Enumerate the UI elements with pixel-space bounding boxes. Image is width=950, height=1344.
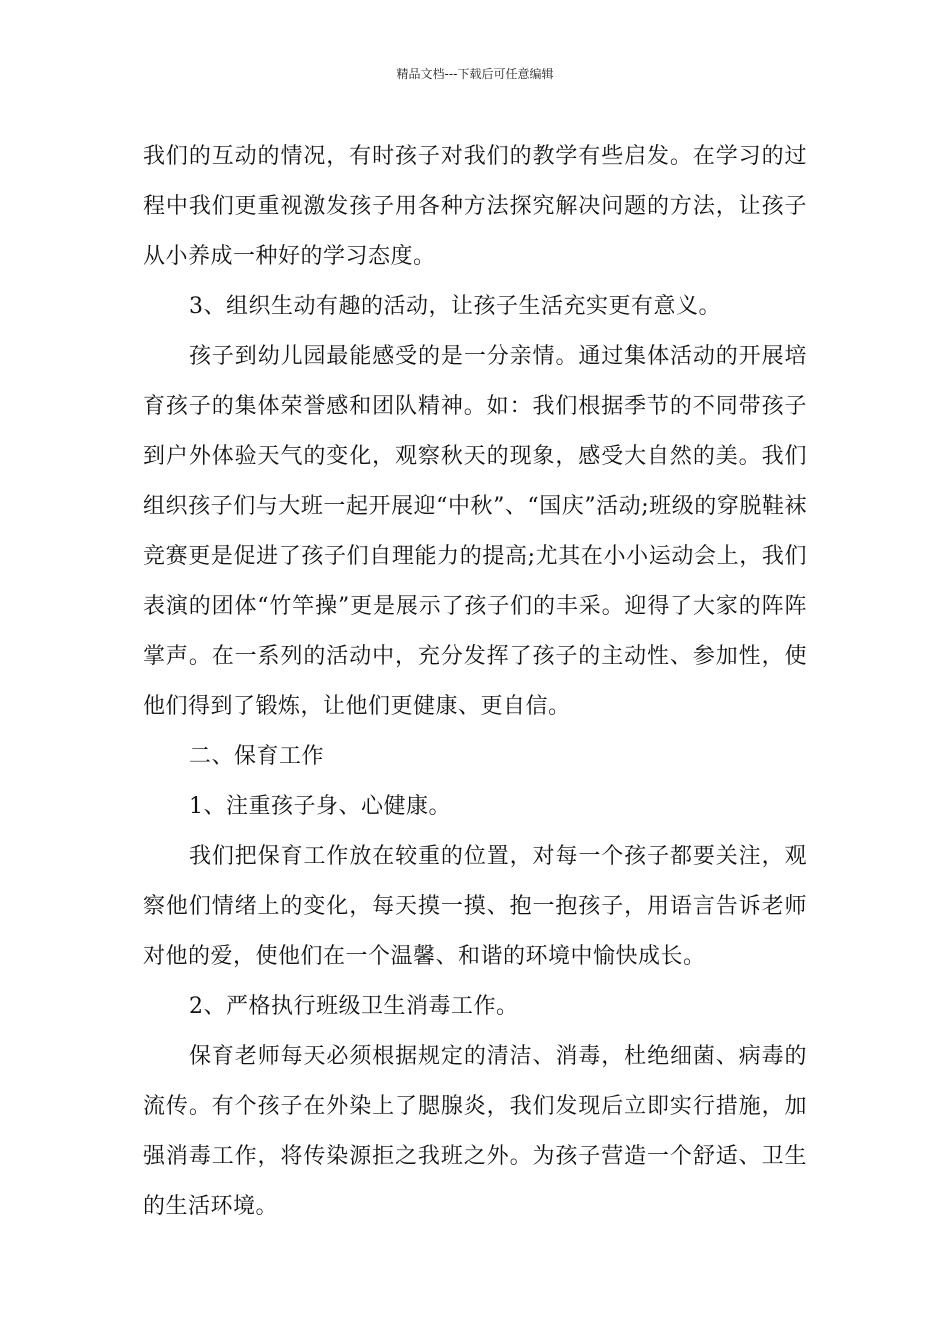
- section-heading-care-work: 二、保育工作: [189, 744, 325, 769]
- page-header: 精品文档---下载后可任意编辑: [396, 67, 554, 81]
- section-heading-activities: 3、组织生动有趣的活动，让孩子生活充实更有意义。: [189, 294, 721, 319]
- subheading-health: 1、注重孩子身、心健康。: [189, 794, 451, 819]
- document-body: [143, 132, 807, 1232]
- paragraph-hygiene: 保育老师每天必须根据规定的清洁、消毒，杜绝细菌、病毒的流传。有个孩子在外染上了腮腺炎，我们发现后立即实行措施，加强消毒工作，将传染源拒之我班之外。为孩子营造一个舒适、卫生的生活环境。: [143, 1044, 807, 1219]
- paragraph-activities: 孩子到幼儿园最能感受的是一分亲情。通过集体活动的开展培育孩子的集体荣誉感和团队精神。如：我们根据季节的不同带孩子到户外体验天气的变化，观察秋天的现象，感受大自然的美。我们组织孩子们与大班一起开展迎“中秋”、“国庆”活动;班级的穿脱鞋袜竞赛更是促进了孩子们自理能力的提高;尤其在小小运动会上，我们表演的团体“竹竿操”更是展示了孩子们的丰采。迎得了大家的阵阵掌声。在一系列的活动中，充分发挥了孩子的主动性、参加性，使他们得到了锻炼，让他们更健康、更自信。: [143, 344, 807, 719]
- subheading-hygiene: 2、严格执行班级卫生消毒工作。: [189, 994, 519, 1019]
- paragraph-continuation: 我们的互动的情况，有时孩子对我们的教学有些启发。在学习的过程中我们更重视激发孩子用各种方法探究解决问题的方法，让孩子从小养成一种好的学习态度。: [143, 144, 807, 269]
- paragraph-health: 我们把保育工作放在较重的位置，对每一个孩子都要关注，观察他们情绪上的变化，每天摸一摸、抱一抱孩子，用语言告诉老师对他的爱，使他们在一个温馨、和谐的环境中愉快成长。: [143, 844, 807, 969]
